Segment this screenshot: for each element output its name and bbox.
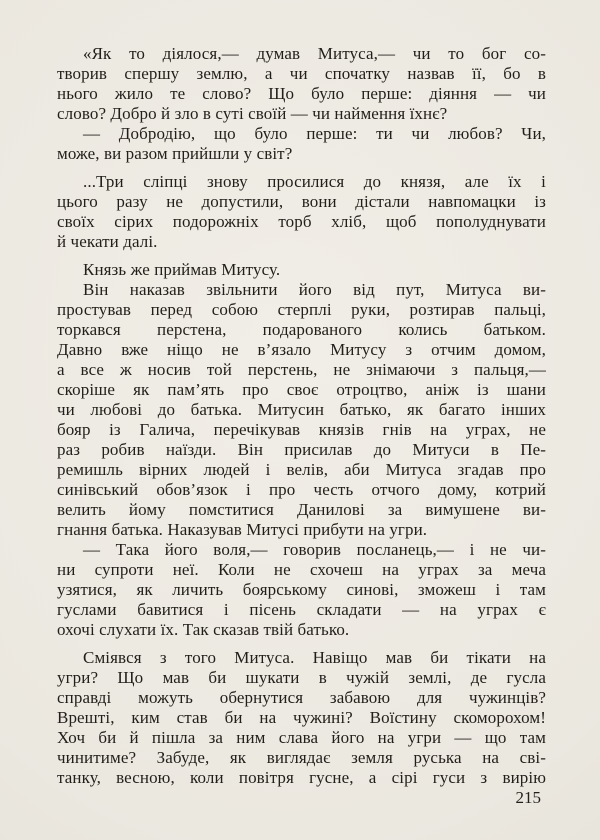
text-line: ...Три сліпці знову просилися до князя, але їх і bbox=[83, 172, 546, 191]
text-line: угри? Що мав би шукати в чужій землі, де гусла bbox=[57, 668, 546, 687]
text-line: велить йому помститися Данилові за вимушене ви- bbox=[57, 500, 546, 519]
paragraph bbox=[57, 540, 546, 640]
text-line: — Така його воля,— говорив посланець,— і не чи- bbox=[83, 540, 546, 559]
text-line: гуслами бавитися і пісень складати — на уграх є bbox=[57, 600, 546, 619]
paragraph bbox=[57, 648, 546, 788]
text-line: Хоч би й пішла за ним слава його на угри — що там bbox=[57, 728, 546, 747]
text-line: танку, весною, коли повітря гусне, а сірі гуси з вирію bbox=[57, 768, 546, 787]
text-line: «Як то діялося,— думав Митуса,— чи то бог со- bbox=[83, 44, 546, 63]
text-line: творив спершу землю, а чи спочатку назвав її, бо в bbox=[57, 64, 546, 83]
text-line: Врешті, ким став би на чужині? Воїстину скоморохом! bbox=[57, 708, 546, 727]
text-line: — Добродію, що було перше: ти чи любов? Чи, bbox=[83, 124, 546, 143]
paragraph bbox=[57, 280, 546, 540]
text-line: може, ви разом прийшли у світ? bbox=[57, 144, 293, 163]
text-line: раз робив наїзди. Він присилав до Митуси в Пе- bbox=[57, 440, 546, 459]
paragraph bbox=[57, 124, 546, 164]
text-line: Князь же приймав Митусу. bbox=[83, 260, 281, 279]
text-line: простував перед собою стерплі руки, розтирав пальці, bbox=[57, 300, 546, 319]
text-line: охочі слухати їх. Так сказав твій батько. bbox=[57, 620, 350, 639]
text-line: Він наказав звільнити його від пут, Митуса ви- bbox=[83, 280, 546, 299]
paragraph bbox=[57, 172, 546, 252]
text-line: нього жило те слово? Що було перше: діяння — чи bbox=[57, 84, 546, 103]
text-line: бояр із Галича, перечікував князів гнів на уграх, не bbox=[57, 420, 546, 439]
text-line: гнання батька. Наказував Митусі прибути на угри. bbox=[57, 520, 428, 539]
paragraph bbox=[57, 260, 546, 280]
text-line: Давно вже ніщо не в’язало Митусу з отчим домом, bbox=[57, 340, 546, 359]
text-line: й чекати далі. bbox=[57, 232, 158, 251]
text-line: своїх сірих подорожніх торб хліб, щоб пополуднувати bbox=[57, 212, 546, 231]
paragraph bbox=[57, 44, 546, 124]
text-line: чи любові до батька. Митусин батько, як багато інших bbox=[57, 400, 546, 419]
page-number: 215 bbox=[515, 788, 541, 807]
text-line: ремишль вірних людей і велів, аби Митуса згадав про bbox=[57, 460, 546, 479]
text-line: скоріше як пам’ять про своє отроцтво, аніж із шани bbox=[57, 380, 546, 399]
text-line: синівський обов’язок і про честь отчого дому, котрий bbox=[57, 480, 546, 499]
text-line: цього разу не допустили, вони дістали навпомацки із bbox=[57, 192, 546, 211]
text-line: узятися, як личить боярському синові, зможеш і там bbox=[57, 580, 546, 599]
text-line: а все ж носив той перстень, не знімаючи з пальця,— bbox=[57, 360, 546, 379]
text-line: чинитиме? Забуде, як виглядає земля руська на сві- bbox=[57, 748, 546, 767]
text-line: справді можуть обернутися забавою для чужинців? bbox=[57, 688, 546, 707]
text-block bbox=[57, 44, 546, 788]
text-line: торкався перстена, подарованого колись батьком. bbox=[57, 320, 546, 339]
text-line: ни супроти неї. Коли не схочеш на уграх за меча bbox=[57, 560, 546, 579]
text-line: Сміявся з того Митуса. Навіщо мав би тікати на bbox=[83, 648, 546, 667]
text-line: слово? Добро й зло в суті своїй — чи наймення їхнє? bbox=[57, 104, 448, 123]
